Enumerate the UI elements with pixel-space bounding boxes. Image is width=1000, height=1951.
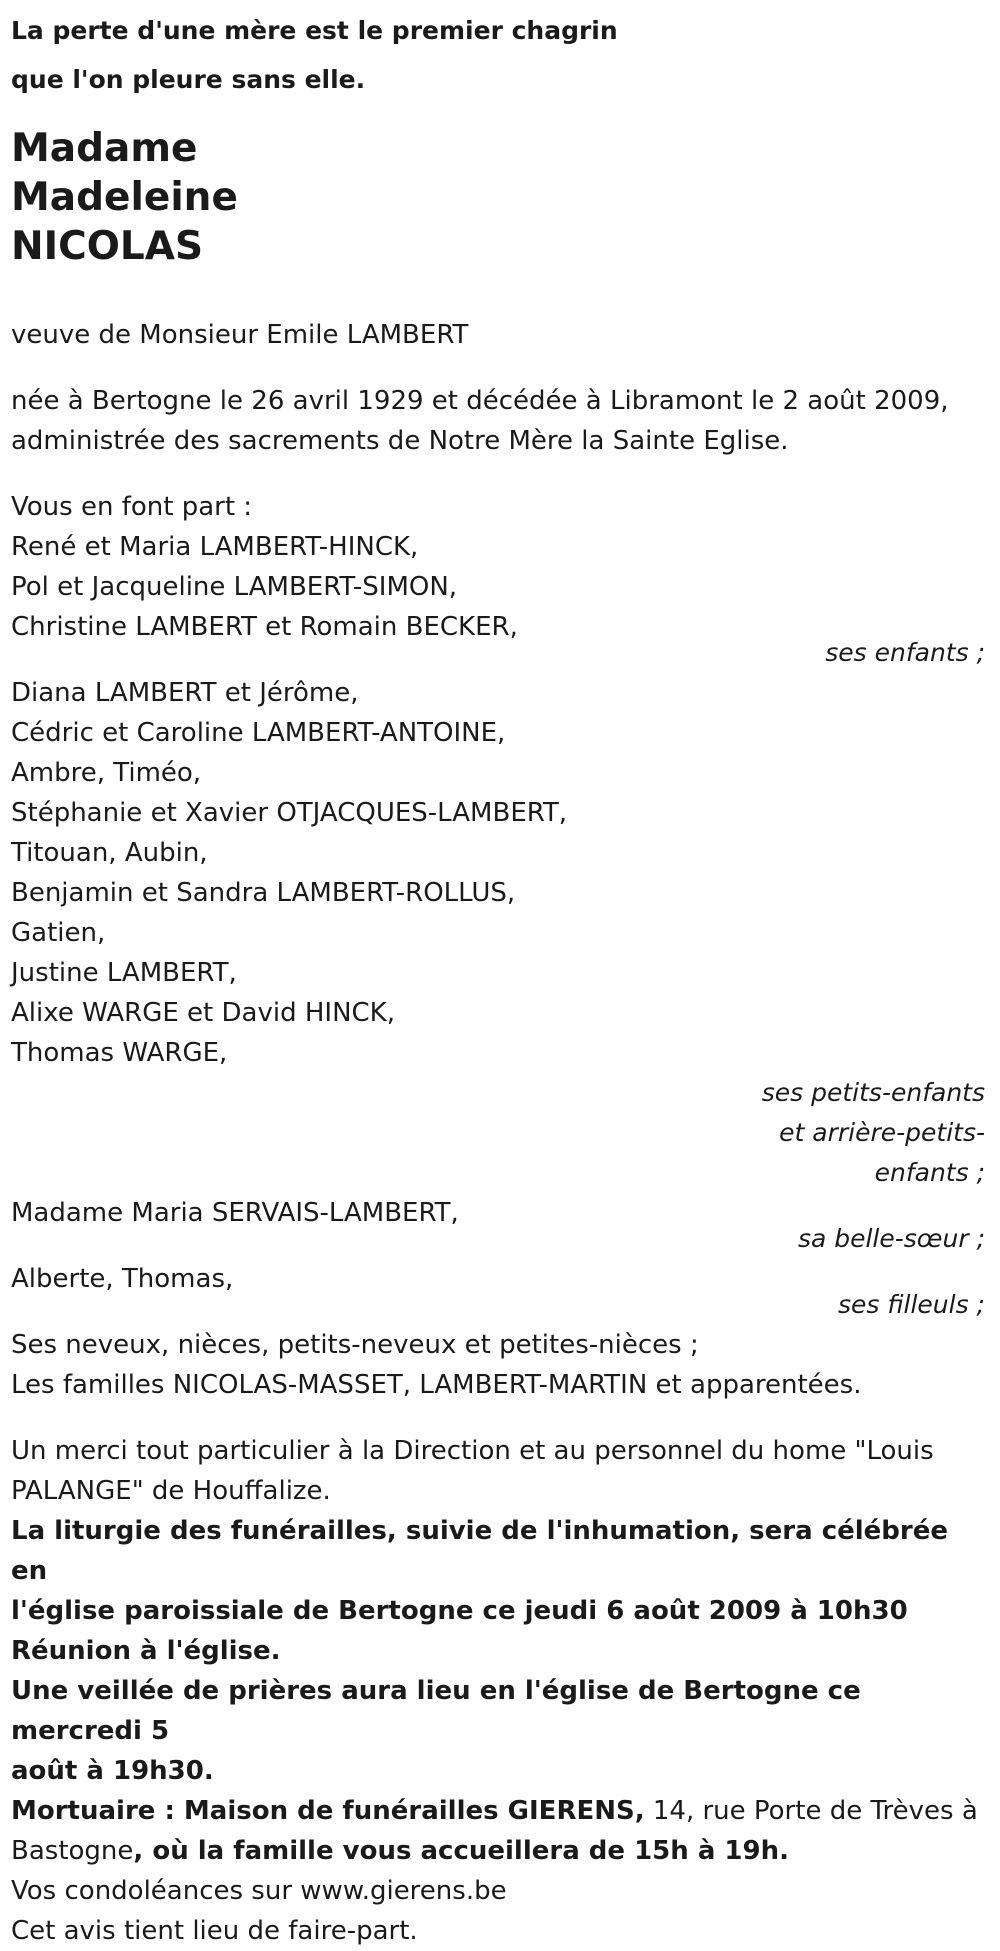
- relation-godchildren: ses filleuls ;: [838, 1290, 985, 1319]
- vigil-line: août à 19h30.: [11, 1756, 214, 1786]
- grandchild-entry: Gatien,: [11, 918, 106, 948]
- thanks-line: PALANGE" de Houffalize.: [11, 1476, 331, 1506]
- relation-grandchildren-line: et arrière-petits-: [779, 1118, 985, 1147]
- announce-line: Vous en font part :: [11, 492, 253, 522]
- relation-sister-in-law: sa belle-sœur ;: [797, 1224, 985, 1253]
- grandchild-entry: Ambre, Timéo,: [11, 758, 202, 788]
- thanks-line: Un merci tout particulier à la Direction et au personnel du home "Louis: [11, 1436, 934, 1466]
- name-last: NICOLAS: [11, 224, 204, 269]
- extended-family: [11, 1325, 989, 1405]
- name-title: Madame: [11, 126, 198, 171]
- liturgy-line: Réunion à l'église.: [11, 1636, 281, 1666]
- godchildren-entry: Alberte, Thomas,: [11, 1264, 234, 1294]
- grandchild-entry: Stéphanie et Xavier OTJACQUES-LAMBERT,: [11, 798, 568, 828]
- grandchild-entry: Benjamin et Sandra LAMBERT-ROLLUS,: [11, 878, 516, 908]
- child-entry: René et Maria LAMBERT-HINCK,: [11, 532, 419, 562]
- relation-grandchildren: [11, 1073, 989, 1193]
- liturgy-line: La liturgie des funérailles, suivie de l'inhumation, sera célébrée en: [11, 1516, 948, 1586]
- grandchild-entry: Cédric et Caroline LAMBERT-ANTOINE,: [11, 718, 506, 748]
- grandchild-entry: Justine LAMBERT,: [11, 958, 237, 988]
- vigil-paragraph: [11, 1671, 989, 1791]
- grandchild-entry: Titouan, Aubin,: [11, 838, 208, 868]
- child-entry: Christine LAMBERT et Romain BECKER,: [11, 612, 518, 642]
- extended-family-line: Les familles NICOLAS-MASSET, LAMBERT-MARTIN et apparentées.: [11, 1370, 862, 1400]
- mortuary-city: Bastogne: [11, 1836, 134, 1866]
- deceased-name: [11, 124, 989, 271]
- birth-death-info: [11, 381, 989, 461]
- mortuary-hours: , où la famille vous accueillera de 15h à 19h.: [133, 1836, 789, 1866]
- sacrament-line: administrée des sacrements de Notre Mère la Sainte Eglise.: [11, 426, 789, 456]
- epigraph-line: que l'on pleure sans elle.: [11, 65, 366, 94]
- relation-children: ses enfants ;: [825, 638, 985, 667]
- liturgy-line: l'église paroissiale de Bertogne ce jeudi 6 août 2009 à 10h30: [11, 1596, 908, 1626]
- condolences-line: Vos condoléances sur www.gierens.be: [11, 1876, 507, 1906]
- child-entry: Pol et Jacqueline LAMBERT-SIMON,: [11, 572, 458, 602]
- sister-in-law-entry: Madame Maria SERVAIS-LAMBERT,: [11, 1198, 459, 1228]
- relation-grandchildren-line: ses petits-enfants: [761, 1078, 985, 1107]
- thanks-paragraph: [11, 1431, 989, 1511]
- grandchildren-list: [11, 673, 989, 1073]
- mortuary-paragraph: [11, 1791, 989, 1871]
- notice-line: Cet avis tient lieu de faire-part.: [11, 1916, 418, 1946]
- mortuary-label: Mortuaire : Maison de funérailles GIERENS,: [11, 1796, 645, 1826]
- epigraph-line: La perte d'une mère est le premier chagrin: [11, 16, 618, 45]
- family-list: [11, 487, 989, 647]
- widow-line: veuve de Monsieur Emile LAMBERT: [11, 320, 469, 350]
- birth-line: née à Bertogne le 26 avril 1929 et décédée à Libramont le 2 août 2009,: [11, 386, 949, 416]
- extended-family-line: Ses neveux, nièces, petits-neveux et petites-nièces ;: [11, 1330, 699, 1360]
- relation-grandchildren-line: enfants ;: [874, 1158, 985, 1187]
- grandchild-entry: Diana LAMBERT et Jérôme,: [11, 678, 359, 708]
- mortuary-address: 14, rue Porte de Trèves à: [644, 1796, 978, 1826]
- vigil-line: Une veillée de prières aura lieu en l'église de Bertogne ce mercredi 5: [11, 1676, 861, 1746]
- name-first: Madeleine: [11, 175, 238, 220]
- grandchild-entry: Alixe WARGE et David HINCK,: [11, 998, 395, 1028]
- liturgy-paragraph: [11, 1511, 989, 1671]
- grandchild-entry: Thomas WARGE,: [11, 1038, 228, 1068]
- epigraph: [11, 0, 989, 104]
